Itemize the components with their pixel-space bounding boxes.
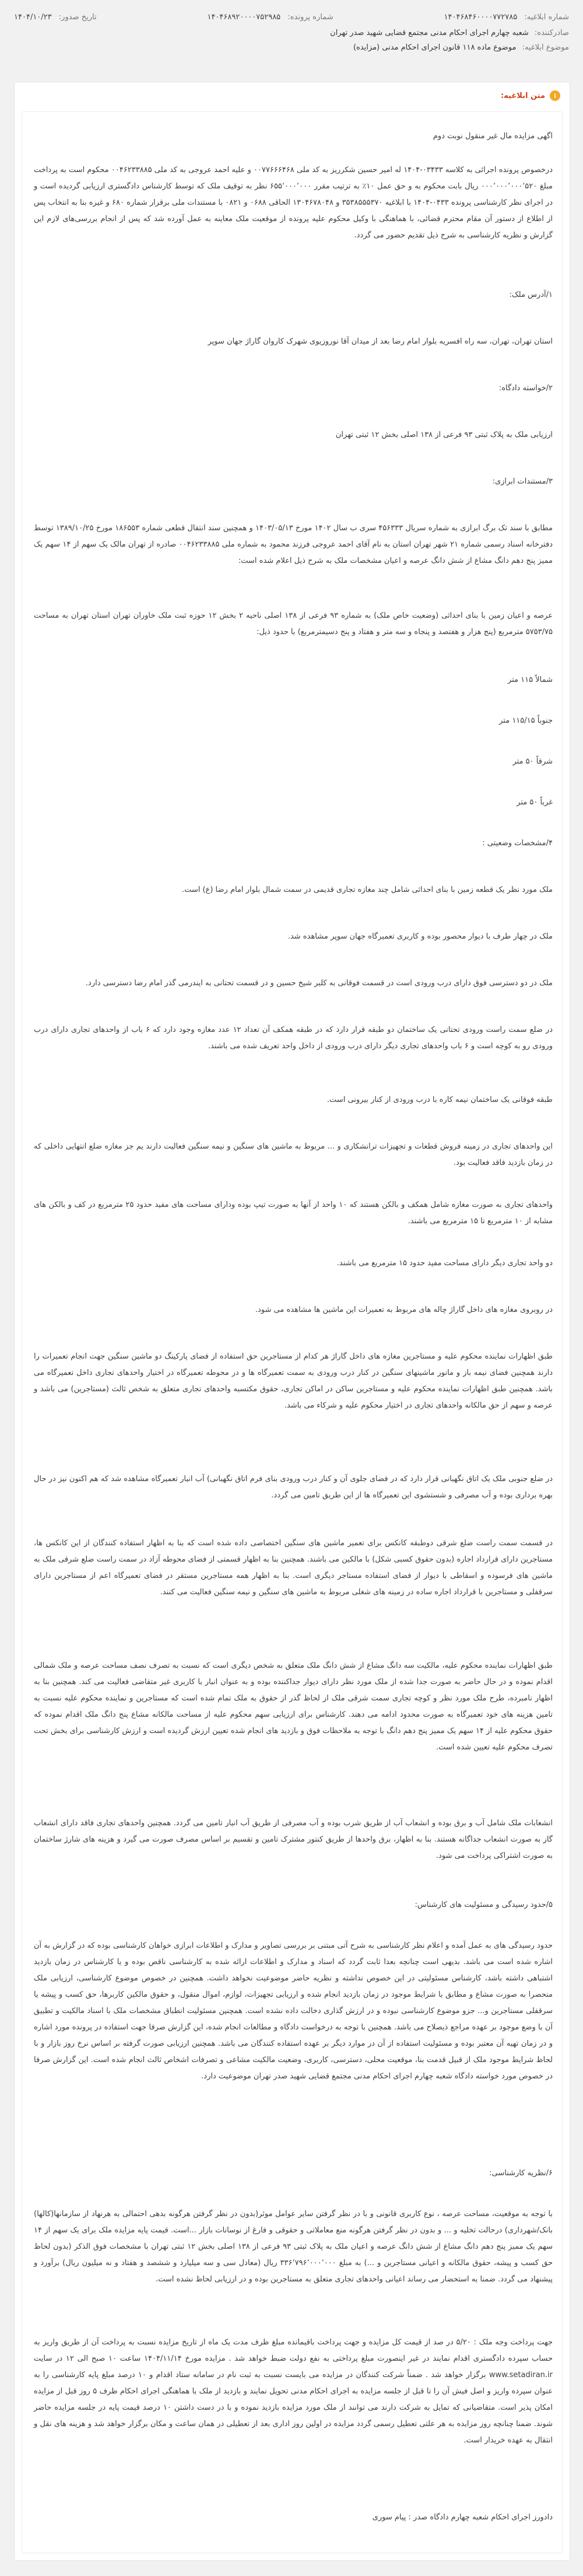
boundary-south: جنوباً ۱۱۵/۱۵ متر: [499, 716, 553, 725]
scope-heading: ۵/حدود رسیدگی و مسئولیت های کارشناس:: [415, 1901, 553, 1909]
opinion-text: با توجه به موقعیت، مساحت عرصه ، نوع کاربری قانونی و با در نظر گرفتن سایر عوامل موثر(بدون در نظر گرفتن هرگونه بدهی احتمالی به هرنهاد از سازمانها(کالها) بانک/شهرداری) درحالت تخلیه و ... و بدون در نظر گرفتن هرگونه منع معاملاتی و حقوقی و فارغ از نوسانات بازار ...است. قیمت پایه مزایده ملک برای یک سهم از ۱۴ سهم یک ممیز پنج دهم دانگ مشاع از شش دانگ عرصه و اعیان ملک به پلاک ثبتی ۹۳ فرعی از ۱۳۸ اصلی بخش ۱۲ ثبتی تهران با مشخصات فوق الذکر (بدون لحاظ حق کسب و پیشه، حقوق مالکانه و اعیانی مستاجرین و ...) به مبلغ ۳۳۶٬۷۹۶٬۰۰۰٬۰۰۰ ریال (معادل سی و سه میلیارد و ششصد و هفتاد و نه میلیون ریال) برآورد و پیشنهاد می گردد. ضمنا به استحضار می رساند اعیانی واحدهای تجاری متعلق به مستاجرین بوده و در ارزیابی لحاظ نشده است.: [34, 2210, 553, 2284]
status-p12: در قسمت سمت راست ضلع شرقی دوطبقه کانکس برای تعمیر ماشین های سنگین اختصاصی داده شده است که بنا به اظهار استفاده کنندگان از این کانکس ها، مستاجرین دارای قرارداد اجاره (بدون حقوق کسبی شکل) با مالکین می باشند. همچنین بنا به اظهار قسمتی از فضای محوطه آزاد در سمت راست ضلع شرقی ملک به ماشین های فرسوده و اسقاطی با دیوار از فضای استفاده مستاجر دیگری است. بنا به اظهار همه مستاجرین مستقر در فضای تعمیرگاه اعم از مستاجرین دارای سرقفلی و مستاجرین با قرارداد اجاره ساده در زمینه های شغلی مربوط به ماشین های سنگین و نیمه سنگین فعالیت می کنند.: [34, 1539, 553, 1597]
documents-text: مطابق با سند تک برگ ابرازی به شماره سریال ۴۵۶۳۳۳ سری ب سال ۱۴۰۲ مورخ ۱۴۰۳/۰۵/۱۳ و همچنین سند انتقال قطعی شماره ۱۸۶۵۵۳ مورخ ۱۳۸۹/۱۰/۲۵ توسط دفترخانه اسناد رسمی شماره ۲۱ شهر تهران استان به نام آقای احمد عروجی فرزند محمود به شماره ملی ۰۰۴۶۲۳۳۸۸۵ صادره از تهران مالک یک سهم از ۱۴ سهم یک ممیز پنج دهم دانگ مشاع از شش دانگ عرصه و اعیان مشخصات ملک به شرح ذیل اعلام شده است:: [34, 524, 553, 565]
notice-number-label: شماره ابلاغیه:: [524, 13, 569, 22]
issuer-value: شعبه چهارم اجرای احکام مدنی مجتمع قضایی شهید صدر تهران: [330, 29, 529, 37]
signature: دادورز اجرای احکام شعبه چهارم دادگاه صدر : پیام سوری: [372, 2513, 553, 2522]
case-number-value: ۱۴۰۴۶۸۹۲۰۰۰۰۷۵۲۹۸۵: [207, 13, 281, 22]
info-icon: i: [550, 90, 560, 101]
section-title: متن ابلاغیه:: [500, 91, 545, 100]
notice-number: [444, 13, 569, 22]
subject-value: موضوع ماده ۱۱۸ قانون اجرای احکام مدنی (مزایده): [353, 43, 517, 52]
status-p10: طبق اظهارات نماینده محکوم علیه و مستاجرین مغازه های داخل گاراژ هر کدام از مستاجرین حق استفاده از فضای پارکینگ دو ماشین سنگین جهت انجام تعمیرات را دارند همچنین فضای نیمه باز و مانور ماشینهای سنگین در کنار درب ورودی به سمت تعمیرگاه ها و در محوطه تعمیرگاه در اختیار واحدهای تجاری داخل تعمیرگاه می باشد. همچنین طبق اظهارات نماینده محکوم علیه و مستاجرین ساکن در اماکن تجاری، حقوق مکتسبه واحدهای تجاری متعلق به شخص ثالث (مستاجرین) می باشد و عرصه و سهم از حق مالکانه واحدهای تجاری در اختیار محکوم علیه و شرکاء می باشد.: [34, 1352, 553, 1410]
notice-card: [14, 82, 570, 2561]
address-text: استان تهران، تهران، سه راه افسریه بلوار امام رضا بعد از میدان آقا نوروزیوی شهرک کاروان گاراژ جهان سوپر: [208, 337, 553, 346]
status-p11: در ضلع جنوبی ملک یک اتاق نگهبانی قرار دارد که در فضای جلوی آن و کنار درب ورودی بنای فرم اتاق نگهبانی) آب انبار تعمیرگاه مشاهده شد که هم اکنون نیز در حال بهره برداری بوده و آب مصرفی و شستشوی این تعمیرگاه ها از این طریق تامین می گردد.: [34, 1475, 553, 1500]
status-p7: واحدهای تجاری به صورت مغازه شامل همکف و بالکن هستند که ۱۰ واحد از آنها به صورت تیپ بوده ودارای مساحت های مفید حدود ۲۵ مترمربع در کف و بالکن های مشابه از ۱۰ مترمربع تا ۱۵ مترمربع می باشند.: [34, 1200, 553, 1226]
status-p5: طبقه فوقانی یک ساختمان نیمه کاره با درب ورودی از کنار بیرونی است.: [326, 1096, 553, 1104]
address-heading: ۱/آدرس ملک:: [509, 290, 553, 299]
notice-number-value: ۱۴۰۴۶۸۴۶۰۰۰۰۷۷۲۷۸۵: [444, 13, 518, 22]
status-p2: ملک در چهار طرف با دیوار محصور بوده و کاربری تعمیرگاه جهان سوپر مشاهده شد.: [287, 932, 553, 941]
documents-heading: ۳/مستندات ابرازی:: [492, 477, 553, 486]
issue-date-value: ۱۴۰۴/۱۰/۲۳: [14, 13, 52, 22]
intro-paragraph: درخصوص پرونده اجرائی به کلاسه ۰۳۴۳۳-۱۴۰۴ له امیر حسین شکرریز به کد ملی ۰۰۷۷۶۶۶۴۶۸ و علیه احمد عروجی به کد ملی ۰۰۴۶۲۳۳۸۸۵ محکوم است به پرداخت مبلغ ۰۰۰٬۰۰۰٬۰۰۰٬۵۲۰ ریال بابت محکوم به و حق عمل ۱۰٪ به ترتیب مقرر ۶۵۵٬۰۰۰٬۰۰۰ نظر به توقیف ملک که توسط کارشناس دادگستری ارزیابی گردیده است و در اجرای نظر کارشناسی پرونده ۰۴۳۳-۱۴۰۴ با ابلاغیه ۳۵۳۸۵۵۵۳۷۰ و ۱۳۰۴۶۷۸۰۴۸ الحاقی ۰۶۸۸ و ۰۸۲۱ با مستندات ملی برقرار شماره ۶۸۰ و غیره بنا به انتخاب پس از اطلاع از دستور آن مقام محترم قضائی، با هماهنگی با وکیل محکوم علیه پرونده از موقعیت ملک معاینه به عمل آورده شد که پس از انجام بررسی‌های لازم این گزارش و نظریه کارشناسی به شرح ذیل تقدیم حضور می گردد.: [34, 166, 553, 240]
issuer-label: صادرکننده:: [534, 29, 569, 37]
boundary-east: شرقاً ۵۰ متر: [512, 757, 553, 766]
request-heading: ۲/خواسته دادگاه:: [498, 384, 553, 393]
boundary-west: غرباً ۵۰ متر: [517, 798, 553, 807]
subject-row: [0, 37, 583, 52]
auction-terms: جهت پرداخت وجه ملک : ۵/۲۰ در صد از قیمت کل مزایده و جهت پرداخت باقیمانده مبلغ ظرف مدت یک ماه از تاریخ مزایده نسبت به پرداخت آن از طریق واریز به حساب سپرده دادگستری اقدام نمایند در غیر اینصورت مبلغ پرداختی به نفع دولت ضبط خواهد شد . مزایده مورخ ۱۴۰۴/۱۱/۱۴ ساعت ۱۰ صبح الی ۱۲ در سایت www.setadiran.ir برگزار خواهد شد . ضمناً شرکت کنندگان در مزایده می بایست نسبت به ثبت نام در سامانه ستاد اقدام و ۱۰ درصد مبلغ پایه کارشناسی را به عنوان سپرده واریز و اصل فیش آن را تا قبل از جلسه مزایده به اجرای احکام مدنی تحویل نمایند و بازدید از ملک با هماهنگی اجرای احکام ظرف ۵ روز قبل از مزایده امکان پذیر است. متقاضیانی که تمایل به شرکت دارند می توانند از ملک مورد مزایده بازدید نموده و با در دست داشتن ۱۰ درصد قیمت پایه در جلسه مزایده حاضر شوند. ضمنا چنانچه روز مزایده به هر علتی تعطیل رسمی گردد مزایده در اولین روز اداری بعد از تعطیلی در همان ساعت و مکان برگزار خواهد شد و هزینه های نقل و انتقال به عهده خریدار است.: [34, 2338, 553, 2445]
issue-date: [14, 13, 97, 22]
status-p6: این واحدهای تجاری در زمینه فروش قطعات و تجهیزات ترانشکاری و ... مربوط به ماشین های سنگین و نیمه سنگین فعالیت دارند یم جز مغازه ضلع انتهایی داخلی که در زمان بازدید فاقد فعالیت بود.: [34, 1142, 553, 1167]
status-p9: در روبروی مغازه های داخل گاراژ چاله های مربوط به تعمیرات این ماشین ها مشاهده می شود.: [255, 1306, 553, 1314]
notice-card-header: [15, 82, 570, 101]
issuer-row: [0, 22, 583, 37]
issue-date-label: تاریخ صدور:: [58, 13, 97, 22]
scope-text: حدود رسیدگی های به عمل آمده و اعلام نظر کارشناسی به شرح آتی مبتنی بر بررسی تصاویر و مدارک و اطلاعات ابرازی خواهان کارشناسی بوده که در گزارش به آن اشاره شده است می باشد. بدیهی است چنانچه بعدا ثابت گردد که اسناد و مدارک و اطلاعات ارائه شده به کارشناسی ناقص بوده و یا کارشناس در زمان بازدید اشتباهی داشته باشد، کارشناس مسئولیتی در این خصوص نداشته و نظریه حاضر موضوعیت نخواهد داشت. همچنین در خصوص موضوع کارشناسی، ارزیابی ملک منحصرا به صورت مشاع و مطابق با شرایط موجود در زمان بازدید انجام شده و ارزیابی تجهیزات، لوازم، اموال منقول، و حقوق مالکین کاربرها، حق کسب و پیشه یا سرقفلی مستاجرین و... جزو موضوع کارشناسی نبوده و در ارزش گذاری دخالت داده نشده است. همچنین مسئولیت انطباق مشخصات ملک با اسناد مالکیت و تطبیق آن با وضع موجود بر عهده مراجع ذیصلاح می باشد. همچنین با توجه به درخواست دادگاه و مطالعات انجام شده، این گزارش صرفا جهت استفاده در پرونده مورد اشاره و در زمان تهیه آن معتبر بوده و مسئولیت استفاده از آن در موارد دیگر بر عهده استفاده کنندگان می باشد. همچنین ارزیابی صورت گرفته بر اساس نرخ روز بازار و با لحاظ شرایط موجود ملک از قبیل قدمت بنا، موقعیت محلی، دسترسی، کاربری، وضعیت مالکیت مشاعی و تصرفات اشخاص ثالث انجام شده است. این گزارش صرفا در خصوص مورد خواسته دادگاه شعبه چهارم اجرای احکام مدنی مجتمع قضایی شهید صدر تهران موضوعیت دارد.: [34, 1941, 553, 2081]
status-p1: ملک مورد نظر یک قطعه زمین با بنای احداثی شامل چند مغازه تجاری قدیمی در سمت شمال بلوار امام رضا (ع) است.: [181, 886, 553, 894]
opinion-heading: ۶/نظریه کارشناسی:: [489, 2169, 553, 2178]
header-row: [0, 0, 583, 22]
case-number-label: شماره پرونده:: [287, 13, 333, 22]
status-p3: ملک در دو دسترسی فوق دارای درب ورودی است در قسمت فوقانی به کلبر شیخ حسین و در قسمت تحتانی به ایندرمی گذر امام رضا دسترسی دارد.: [85, 979, 553, 988]
status-p4: در ضلع سمت راست ورودی تحتانی یک ساختمان دو طبقه قرار دارد که در طبقه همکف آن تعداد ۱۲ عدد مغازه وجود دارد که ۶ باب از واحدهای تجاری دارای درب ورودی رو به کوچه است و ۶ باب واحدهای تجاری دیگر دارای درب ورودی از داخل واحد تعریف شده می باشند.: [34, 1026, 553, 1051]
request-text: ارزیابی ملک به پلاک ثبتی ۹۳ فرعی از ۱۳۸ اصلی بخش ۱۲ ثبتی تهران: [335, 430, 553, 439]
status-p14: انشعابات ملک شامل آب و برق بوده و انشعاب آب از طریق شرب بوده و آب مصرفی از طریق آب انبار تامین می گردد. همچنین واحدهای تجاری فاقد دارای انشعاب گاز به صورت انشعاب جداگانه هستند. بنا به اظهار، برق واحدها از طریق کنتور مشترک تامین و تقسیم بر اساس مصرف صورت می گیرد و هزینه های شارژ ساختمان به صورت اشتراکی پرداخت می شود.: [34, 1819, 553, 1860]
notice-heading: اگهی مزایده مال غیر منقول نوبت دوم: [433, 132, 553, 141]
subject-label: موضوع ابلاغیه:: [522, 43, 569, 52]
case-number: [207, 13, 333, 22]
status-heading: ۴/مشخصات وضعیتی :: [482, 839, 553, 848]
status-p13: طبق اظهارات نماینده محکوم علیه، مالکیت سه دانگ مشاع از شش دانگ ملک متعلق به شخص دیگری است که نسبت به تصرف نصف مساحت عرصه و ملک شمالی اقدام نموده و در حال حاضر به صورت جدا شده از ملک مورد نظر دارای دیوار جداکننده بوده و به عنوان انبار با کاربری غیر متقاضی فعالیت می کند. همچنین بنا به اظهار نامبرده، طرح ملک مورد نظر و کوچه تجاری سمت شرقی ملک از لحاظ گذر از حقوق به ملک تمام شده است که مستاجرین و نماینده محکوم علیه نسبت به تامین هزینه های خود تعمیرگاه به صورت محدود ادامه می دهند. کارشناس برای ارزیابی سهم محکوم علیه از مساحت مالکانه مشاع پنج دانگ ملک اقدام نموده که حقوق محکوم علیه از ۱۴ سهم یک ممیز پنج دهم دانگ با توجه به ملاحظات فوق و بازدید های انجام شده تعیین ارزش گردیده است و ارزش کارشناسی برای بخش تحت تصرف محکوم علیه تعیین شده است.: [34, 1661, 553, 1752]
boundary-north: شمالاً ۱۱۵ متر: [507, 676, 553, 684]
land-text: عرصه و اعیان زمین با بنای احداثی (وضعیت خاص ملک) به شماره ۹۳ فرعی از ۱۳۸ اصلی ناحیه ۲ بخش ۱۲ حوزه ثبت ملک خاوران تهران استان تهران به مساحت ۵۷۵۳/۷۵ مترمربع (پنج هزار و هفتصد و پنجاه و سه متر و هفتاد و پنج دسیمترمربع) با حدود ذیل:: [34, 611, 553, 636]
status-p8: دو واحد تجاری دیگر دارای مساحت مفید حدود ۱۵ مترمربع می باشند.: [336, 1259, 553, 1268]
notice-body: [22, 111, 563, 2553]
